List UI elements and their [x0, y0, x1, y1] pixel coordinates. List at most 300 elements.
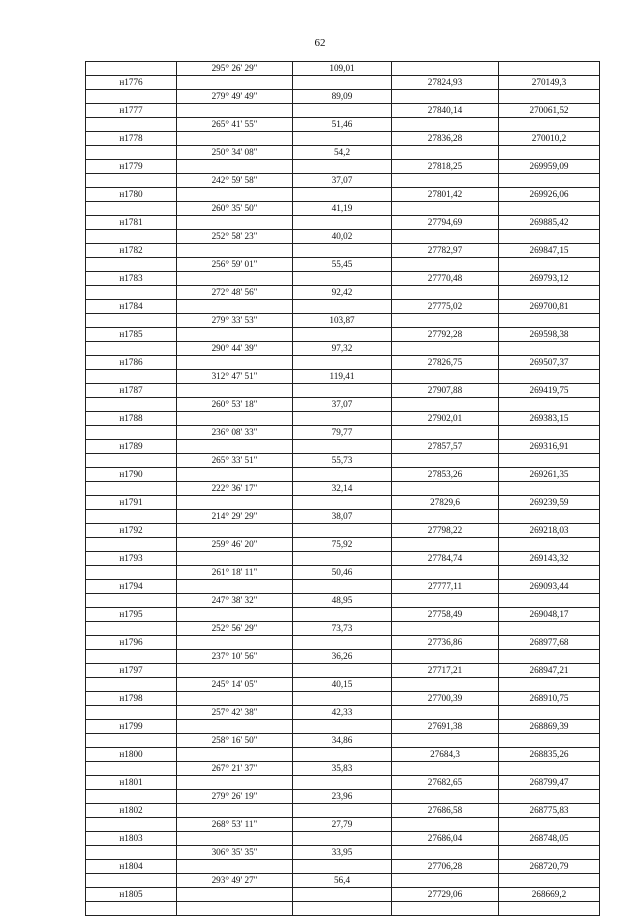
- distance-cell: [293, 902, 392, 916]
- point-name-cell: н1797: [86, 664, 177, 678]
- empty-cell: [499, 566, 600, 580]
- segment-row: [86, 622, 600, 636]
- y-coordinate-cell: 268775,83: [499, 804, 600, 818]
- empty-cell: [293, 832, 392, 846]
- distance-cell: 41,19: [293, 202, 392, 216]
- point-name-cell: н1802: [86, 804, 177, 818]
- empty-cell: [177, 188, 293, 202]
- x-coordinate-cell: 27801,42: [392, 188, 499, 202]
- y-coordinate-cell: 269793,12: [499, 272, 600, 286]
- empty-cell: [177, 776, 293, 790]
- y-coordinate-cell: 269598,38: [499, 328, 600, 342]
- x-coordinate-cell: 27826,75: [392, 356, 499, 370]
- point-row: [86, 524, 600, 538]
- distance-cell: 42,33: [293, 706, 392, 720]
- empty-cell: [499, 734, 600, 748]
- empty-cell: [293, 804, 392, 818]
- distance-cell: 103,87: [293, 314, 392, 328]
- empty-cell: [86, 510, 177, 524]
- empty-cell: [499, 174, 600, 188]
- empty-cell: [499, 874, 600, 888]
- empty-cell: [293, 76, 392, 90]
- point-name-cell: н1784: [86, 300, 177, 314]
- empty-cell: [86, 902, 177, 916]
- empty-cell: [392, 90, 499, 104]
- y-coordinate-cell: 268977,68: [499, 636, 600, 650]
- empty-cell: [499, 342, 600, 356]
- empty-cell: [499, 706, 600, 720]
- bearing-cell: 279° 26' 19": [177, 790, 293, 804]
- empty-cell: [177, 496, 293, 510]
- empty-cell: [293, 384, 392, 398]
- point-name-cell: н1789: [86, 440, 177, 454]
- y-coordinate-cell: 269419,75: [499, 384, 600, 398]
- distance-cell: 40,15: [293, 678, 392, 692]
- empty-cell: [293, 132, 392, 146]
- empty-cell: [177, 748, 293, 762]
- y-coordinate-cell: 269959,09: [499, 160, 600, 174]
- y-coordinate-cell: 268720,79: [499, 860, 600, 874]
- empty-cell: [392, 426, 499, 440]
- point-name-cell: н1777: [86, 104, 177, 118]
- empty-cell: [293, 552, 392, 566]
- empty-cell: [392, 62, 499, 76]
- bearing-cell: 242° 59' 58": [177, 174, 293, 188]
- x-coordinate-cell: 27686,58: [392, 804, 499, 818]
- distance-cell: 89,09: [293, 90, 392, 104]
- empty-cell: [499, 678, 600, 692]
- empty-cell: [499, 510, 600, 524]
- empty-cell: [86, 62, 177, 76]
- point-row: [86, 888, 600, 902]
- empty-cell: [293, 776, 392, 790]
- y-coordinate-cell: 269218,03: [499, 524, 600, 538]
- empty-cell: [392, 118, 499, 132]
- empty-cell: [177, 860, 293, 874]
- point-row: [86, 132, 600, 146]
- y-coordinate-cell: 270061,52: [499, 104, 600, 118]
- segment-row: [86, 510, 600, 524]
- point-row: [86, 664, 600, 678]
- point-name-cell: н1794: [86, 580, 177, 594]
- point-name-cell: н1779: [86, 160, 177, 174]
- bearing-cell: 268° 53' 11": [177, 818, 293, 832]
- bearing-cell: 247° 38' 32": [177, 594, 293, 608]
- segment-row: [86, 594, 600, 608]
- segment-row: [86, 146, 600, 160]
- bearing-cell: 252° 56' 29": [177, 622, 293, 636]
- point-name-cell: н1799: [86, 720, 177, 734]
- empty-cell: [392, 174, 499, 188]
- coordinates-table: [85, 61, 600, 916]
- empty-cell: [392, 902, 499, 916]
- y-coordinate-cell: 268910,75: [499, 692, 600, 706]
- empty-cell: [293, 188, 392, 202]
- x-coordinate-cell: 27784,74: [392, 552, 499, 566]
- empty-cell: [499, 762, 600, 776]
- distance-cell: 33,95: [293, 846, 392, 860]
- distance-cell: 32,14: [293, 482, 392, 496]
- empty-cell: [499, 482, 600, 496]
- empty-cell: [499, 202, 600, 216]
- segment-row: [86, 174, 600, 188]
- empty-cell: [293, 608, 392, 622]
- empty-cell: [293, 468, 392, 482]
- distance-cell: 79,77: [293, 426, 392, 440]
- point-row: [86, 804, 600, 818]
- distance-cell: 48,95: [293, 594, 392, 608]
- y-coordinate-cell: 269885,42: [499, 216, 600, 230]
- empty-cell: [86, 706, 177, 720]
- point-row: [86, 440, 600, 454]
- point-name-cell: н1780: [86, 188, 177, 202]
- x-coordinate-cell: 27782,97: [392, 244, 499, 258]
- empty-cell: [392, 146, 499, 160]
- point-row: [86, 608, 600, 622]
- empty-cell: [177, 524, 293, 538]
- empty-cell: [392, 510, 499, 524]
- empty-cell: [293, 412, 392, 426]
- empty-cell: [499, 790, 600, 804]
- x-coordinate-cell: 27706,28: [392, 860, 499, 874]
- empty-cell: [86, 314, 177, 328]
- empty-cell: [392, 454, 499, 468]
- segment-row: [86, 706, 600, 720]
- empty-cell: [177, 160, 293, 174]
- empty-cell: [392, 650, 499, 664]
- bearing-cell: 290° 44' 39": [177, 342, 293, 356]
- point-name-cell: н1801: [86, 776, 177, 790]
- point-row: [86, 412, 600, 426]
- point-name-cell: н1787: [86, 384, 177, 398]
- segment-row: [86, 734, 600, 748]
- empty-cell: [177, 720, 293, 734]
- distance-cell: 119,41: [293, 370, 392, 384]
- point-name-cell: н1803: [86, 832, 177, 846]
- segment-row: [86, 62, 600, 76]
- distance-cell: 97,32: [293, 342, 392, 356]
- segment-row: [86, 426, 600, 440]
- empty-cell: [177, 552, 293, 566]
- y-coordinate-cell: 270149,3: [499, 76, 600, 90]
- empty-cell: [499, 118, 600, 132]
- empty-cell: [392, 314, 499, 328]
- empty-cell: [293, 860, 392, 874]
- empty-cell: [86, 790, 177, 804]
- empty-cell: [293, 328, 392, 342]
- empty-cell: [293, 300, 392, 314]
- bearing-cell: 245° 14' 05": [177, 678, 293, 692]
- distance-cell: 75,92: [293, 538, 392, 552]
- point-row: [86, 580, 600, 594]
- empty-cell: [86, 286, 177, 300]
- x-coordinate-cell: 27691,38: [392, 720, 499, 734]
- x-coordinate-cell: 27840,14: [392, 104, 499, 118]
- distance-cell: 56,4: [293, 874, 392, 888]
- empty-cell: [177, 664, 293, 678]
- bearing-cell: [177, 902, 293, 916]
- empty-cell: [392, 622, 499, 636]
- distance-cell: 92,42: [293, 286, 392, 300]
- empty-cell: [392, 258, 499, 272]
- bearing-cell: 222° 36' 17": [177, 482, 293, 496]
- x-coordinate-cell: 27717,21: [392, 664, 499, 678]
- point-name-cell: н1791: [86, 496, 177, 510]
- point-name-cell: н1792: [86, 524, 177, 538]
- empty-cell: [293, 580, 392, 594]
- empty-cell: [86, 678, 177, 692]
- y-coordinate-cell: 268799,47: [499, 776, 600, 790]
- bearing-cell: 258° 16' 50": [177, 734, 293, 748]
- distance-cell: 35,83: [293, 762, 392, 776]
- segment-row: [86, 650, 600, 664]
- point-row: [86, 776, 600, 790]
- empty-cell: [293, 692, 392, 706]
- point-row: [86, 272, 600, 286]
- x-coordinate-cell: 27836,28: [392, 132, 499, 146]
- segment-row: [86, 762, 600, 776]
- empty-cell: [177, 328, 293, 342]
- empty-cell: [177, 272, 293, 286]
- point-row: [86, 216, 600, 230]
- bearing-cell: 214° 29' 29": [177, 510, 293, 524]
- empty-cell: [177, 76, 293, 90]
- empty-cell: [293, 356, 392, 370]
- point-row: [86, 636, 600, 650]
- point-name-cell: н1785: [86, 328, 177, 342]
- empty-cell: [177, 384, 293, 398]
- empty-cell: [86, 398, 177, 412]
- empty-cell: [392, 594, 499, 608]
- empty-cell: [86, 230, 177, 244]
- bearing-cell: 279° 33' 53": [177, 314, 293, 328]
- empty-cell: [392, 286, 499, 300]
- empty-cell: [86, 258, 177, 272]
- point-row: [86, 356, 600, 370]
- empty-cell: [86, 426, 177, 440]
- point-row: [86, 160, 600, 174]
- distance-cell: 38,07: [293, 510, 392, 524]
- point-row: [86, 720, 600, 734]
- point-name-cell: н1788: [86, 412, 177, 426]
- x-coordinate-cell: 27686,04: [392, 832, 499, 846]
- segment-row: [86, 566, 600, 580]
- point-name-cell: н1778: [86, 132, 177, 146]
- distance-cell: 55,73: [293, 454, 392, 468]
- point-name-cell: н1783: [86, 272, 177, 286]
- point-row: [86, 552, 600, 566]
- empty-cell: [86, 874, 177, 888]
- empty-cell: [499, 426, 600, 440]
- empty-cell: [86, 762, 177, 776]
- table-body: [86, 62, 600, 916]
- empty-cell: [392, 202, 499, 216]
- segment-row: [86, 258, 600, 272]
- x-coordinate-cell: 27700,39: [392, 692, 499, 706]
- point-name-cell: н1805: [86, 888, 177, 902]
- point-row: [86, 328, 600, 342]
- empty-cell: [392, 678, 499, 692]
- segment-row: [86, 314, 600, 328]
- point-row: [86, 860, 600, 874]
- y-coordinate-cell: 269507,37: [499, 356, 600, 370]
- empty-cell: [177, 244, 293, 258]
- segment-row: [86, 370, 600, 384]
- bearing-cell: 260° 53' 18": [177, 398, 293, 412]
- empty-cell: [86, 342, 177, 356]
- x-coordinate-cell: 27729,06: [392, 888, 499, 902]
- distance-cell: 40,02: [293, 230, 392, 244]
- x-coordinate-cell: 27758,49: [392, 608, 499, 622]
- empty-cell: [499, 622, 600, 636]
- empty-cell: [499, 314, 600, 328]
- empty-cell: [392, 790, 499, 804]
- y-coordinate-cell: 269926,06: [499, 188, 600, 202]
- bearing-cell: 250° 34' 08": [177, 146, 293, 160]
- empty-cell: [177, 216, 293, 230]
- point-name-cell: н1804: [86, 860, 177, 874]
- distance-cell: 73,73: [293, 622, 392, 636]
- bearing-cell: 236° 08' 33": [177, 426, 293, 440]
- segment-row: [86, 846, 600, 860]
- empty-cell: [177, 440, 293, 454]
- empty-cell: [86, 174, 177, 188]
- empty-cell: [392, 846, 499, 860]
- distance-cell: 50,46: [293, 566, 392, 580]
- point-row: [86, 300, 600, 314]
- empty-cell: [499, 258, 600, 272]
- bearing-cell: 261° 18' 11": [177, 566, 293, 580]
- empty-cell: [86, 566, 177, 580]
- empty-cell: [499, 370, 600, 384]
- empty-cell: [293, 664, 392, 678]
- empty-cell: [293, 160, 392, 174]
- distance-cell: 54,2: [293, 146, 392, 160]
- empty-cell: [177, 692, 293, 706]
- empty-cell: [177, 608, 293, 622]
- point-name-cell: н1793: [86, 552, 177, 566]
- segment-row: [86, 202, 600, 216]
- empty-cell: [86, 650, 177, 664]
- segment-row: [86, 454, 600, 468]
- y-coordinate-cell: 269093,44: [499, 580, 600, 594]
- empty-cell: [293, 888, 392, 902]
- empty-cell: [392, 482, 499, 496]
- empty-cell: [86, 146, 177, 160]
- empty-cell: [177, 832, 293, 846]
- empty-cell: [293, 104, 392, 118]
- point-name-cell: н1781: [86, 216, 177, 230]
- point-name-cell: н1798: [86, 692, 177, 706]
- empty-cell: [177, 804, 293, 818]
- x-coordinate-cell: 27684,3: [392, 748, 499, 762]
- point-name-cell: н1800: [86, 748, 177, 762]
- empty-cell: [177, 356, 293, 370]
- y-coordinate-cell: 269316,91: [499, 440, 600, 454]
- distance-cell: 34,86: [293, 734, 392, 748]
- segment-row: [86, 790, 600, 804]
- segment-row: [86, 342, 600, 356]
- distance-cell: 51,46: [293, 118, 392, 132]
- empty-cell: [499, 454, 600, 468]
- empty-cell: [499, 902, 600, 916]
- empty-cell: [177, 132, 293, 146]
- point-name-cell: н1796: [86, 636, 177, 650]
- bearing-cell: 265° 33' 51": [177, 454, 293, 468]
- distance-cell: 23,96: [293, 790, 392, 804]
- x-coordinate-cell: 27857,57: [392, 440, 499, 454]
- empty-cell: [86, 482, 177, 496]
- empty-cell: [499, 230, 600, 244]
- x-coordinate-cell: 27818,25: [392, 160, 499, 174]
- bearing-cell: 260° 35' 50": [177, 202, 293, 216]
- empty-cell: [499, 62, 600, 76]
- distance-cell: 37,07: [293, 398, 392, 412]
- segment-row: [86, 230, 600, 244]
- point-name-cell: н1776: [86, 76, 177, 90]
- bearing-cell: 306° 35' 35": [177, 846, 293, 860]
- x-coordinate-cell: 27775,02: [392, 300, 499, 314]
- empty-cell: [177, 412, 293, 426]
- distance-cell: 109,01: [293, 62, 392, 76]
- point-row: [86, 76, 600, 90]
- empty-cell: [499, 650, 600, 664]
- empty-cell: [177, 636, 293, 650]
- bearing-cell: 293° 49' 27": [177, 874, 293, 888]
- x-coordinate-cell: 27777,11: [392, 580, 499, 594]
- empty-cell: [177, 888, 293, 902]
- x-coordinate-cell: 27792,28: [392, 328, 499, 342]
- point-name-cell: н1786: [86, 356, 177, 370]
- empty-cell: [392, 818, 499, 832]
- bearing-cell: 265° 41' 55": [177, 118, 293, 132]
- x-coordinate-cell: 27824,93: [392, 76, 499, 90]
- point-row: [86, 104, 600, 118]
- distance-cell: 36,26: [293, 650, 392, 664]
- empty-cell: [392, 706, 499, 720]
- empty-cell: [86, 118, 177, 132]
- empty-cell: [86, 90, 177, 104]
- empty-cell: [392, 370, 499, 384]
- point-row: [86, 384, 600, 398]
- y-coordinate-cell: 268835,26: [499, 748, 600, 762]
- empty-cell: [293, 636, 392, 650]
- empty-cell: [392, 762, 499, 776]
- empty-cell: [293, 496, 392, 510]
- bearing-cell: 256° 59' 01": [177, 258, 293, 272]
- empty-cell: [86, 454, 177, 468]
- point-row: [86, 832, 600, 846]
- distance-cell: 55,45: [293, 258, 392, 272]
- empty-cell: [86, 202, 177, 216]
- y-coordinate-cell: 268869,39: [499, 720, 600, 734]
- x-coordinate-cell: 27770,48: [392, 272, 499, 286]
- bearing-cell: 272° 48' 56": [177, 286, 293, 300]
- segment-row: [86, 538, 600, 552]
- empty-cell: [293, 748, 392, 762]
- empty-cell: [86, 370, 177, 384]
- bearing-cell: 237° 10' 56": [177, 650, 293, 664]
- x-coordinate-cell: 27736,86: [392, 636, 499, 650]
- segment-row: [86, 818, 600, 832]
- point-row: [86, 748, 600, 762]
- empty-cell: [499, 538, 600, 552]
- segment-row: [86, 678, 600, 692]
- y-coordinate-cell: 268669,2: [499, 888, 600, 902]
- y-coordinate-cell: 269847,15: [499, 244, 600, 258]
- empty-cell: [392, 874, 499, 888]
- empty-cell: [86, 594, 177, 608]
